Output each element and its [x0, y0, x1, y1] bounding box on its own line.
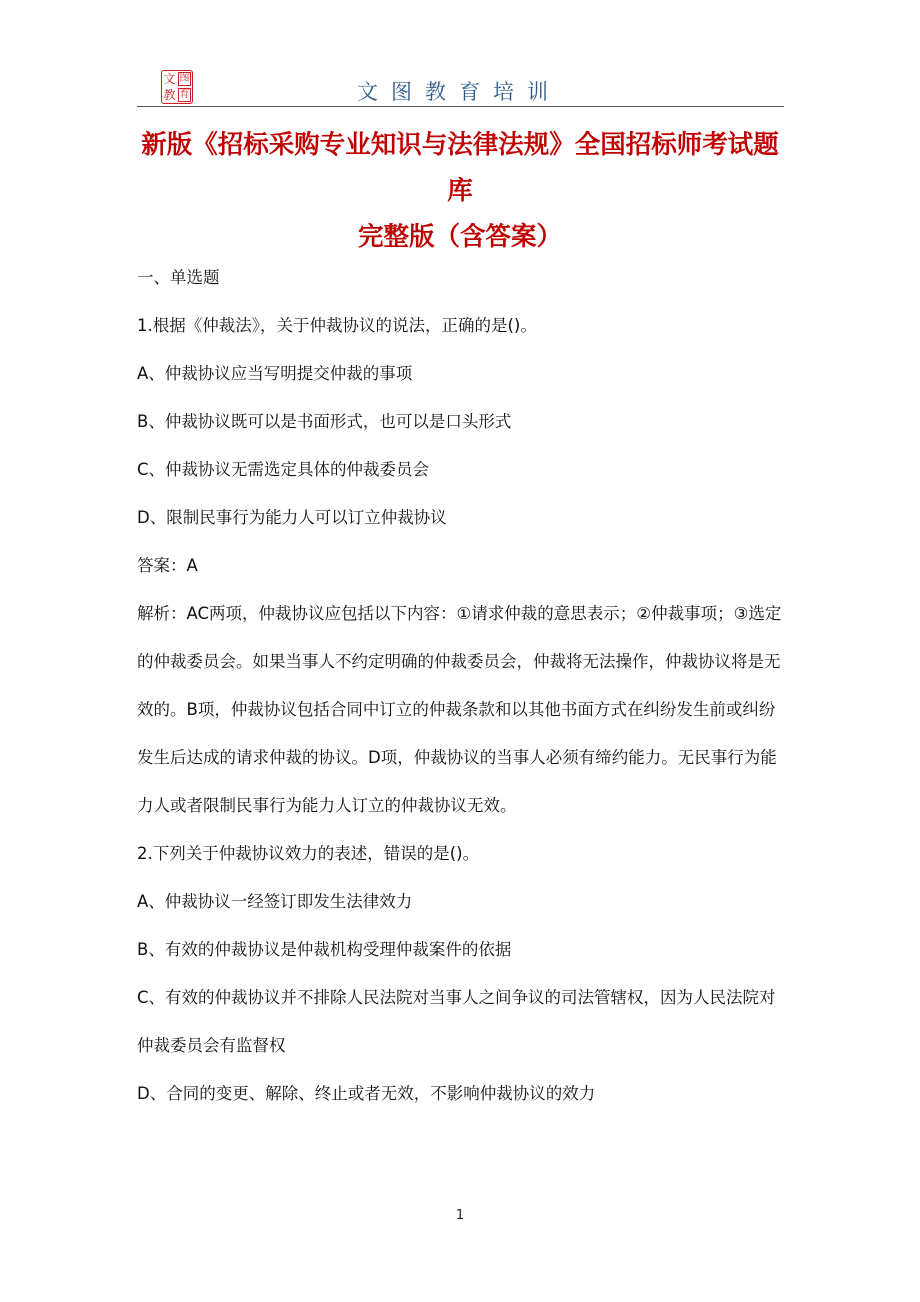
- page-header: [137, 66, 784, 108]
- question-1-option-a: A、仲裁协议应当写明提交仲裁的事项: [137, 364, 413, 383]
- page-number: 1: [455, 1208, 465, 1223]
- title-line-2: 完整版（含答案）: [357, 222, 562, 252]
- logo-char: 文: [163, 72, 176, 86]
- document-title: [130, 122, 790, 260]
- brand-name: 文图教育培训: [357, 80, 561, 104]
- header-rule: [137, 106, 784, 107]
- question-2-stem: 2.下列关于仲裁协议效力的表述，错误的是()。: [137, 844, 480, 863]
- question-1-option-d: D、限制民事行为能力人可以订立仲裁协议: [137, 508, 447, 527]
- logo-seal: [161, 70, 193, 104]
- question-1-analysis: 解析：AC两项，仲裁协议应包括以下内容：①请求仲裁的意思表示；②仲裁事项；③选定的仲裁委员会。如果当事人不约定明确的仲裁委员会，仲裁将无法操作，仲裁协议将是无效的。B项，仲裁协议包括合同中订立的仲裁条款和以其他书面方式在纠纷发生前或纠纷发生后达成的请求仲裁的协议。D项，仲裁协议的当事人必须有缔约能力。无民事行为能力人或者限制民事行为能力人订立的仲裁协议无效。: [137, 604, 782, 815]
- logo-char: 育: [179, 89, 190, 100]
- title-line-1: 新版《招标采购专业知识与法律法规》全国招标师考试题库: [141, 130, 779, 206]
- section-heading: 一、单选题: [137, 268, 220, 287]
- document-body: [137, 254, 785, 1118]
- question-2-option-b: B、有效的仲裁协议是仲裁机构受理仲裁案件的依据: [137, 940, 512, 959]
- question-2-option-a: A、仲裁协议一经签订即发生法律效力: [137, 892, 413, 911]
- logo-char: 图: [179, 73, 190, 84]
- question-1-stem: 1.根据《仲裁法》，关于仲裁协议的说法，正确的是()。: [137, 316, 537, 335]
- question-1-answer: 答案：A: [137, 556, 198, 575]
- question-1-option-c: C、仲裁协议无需选定具体的仲裁委员会: [137, 460, 430, 479]
- logo-char: 教: [163, 88, 176, 102]
- question-2-option-d: D、合同的变更、解除、终止或者无效，不影响仲裁协议的效力: [137, 1084, 596, 1103]
- question-2-option-c: C、有效的仲裁协议并不排除人民法院对当事人之间争议的司法管辖权，因为人民法院对仲裁委员会有监督权: [137, 988, 776, 1055]
- question-1-option-b: B、仲裁协议既可以是书面形式，也可以是口头形式: [137, 412, 512, 431]
